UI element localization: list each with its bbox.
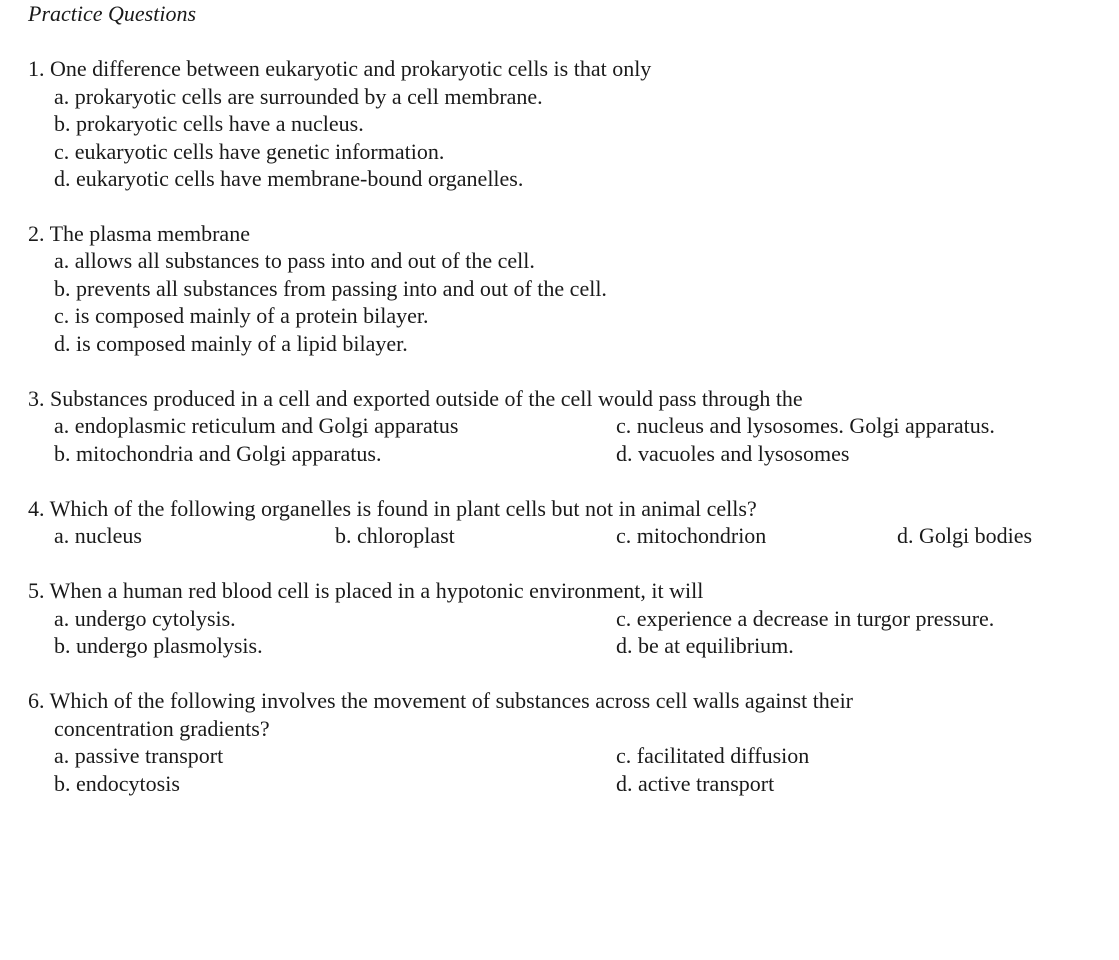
answer-choice-c: c. nucleus and lysosomes. Golgi apparatus.: [616, 413, 995, 438]
answer-choice-c: c. eukaryotic cells have genetic information.: [54, 139, 445, 164]
answer-choice-a: a. undergo cytolysis.: [54, 606, 236, 631]
answer-choice-c: c. mitochondrion: [616, 523, 767, 548]
answer-choice-a: a. endoplasmic reticulum and Golgi apparatus: [54, 413, 459, 438]
answer-choice-b: b. mitochondria and Golgi apparatus.: [54, 441, 382, 466]
answer-choice-a: a. prokaryotic cells are surrounded by a cell membrane.: [54, 84, 543, 109]
answer-choice-a: a. allows all substances to pass into and out of the cell.: [54, 248, 535, 273]
answer-choice-d: d. be at equilibrium.: [616, 633, 794, 658]
question-stem: 5. When a human red blood cell is placed in a hypotonic environment, it will: [28, 578, 704, 603]
answer-choice-b: b. undergo plasmolysis.: [54, 633, 263, 658]
question-stem: 1. One difference between eukaryotic and prokaryotic cells is that only: [28, 56, 652, 81]
answer-choice-d: d. active transport: [616, 771, 775, 796]
question-stem-continuation: concentration gradients?: [54, 716, 270, 741]
answer-choice-b: b. endocytosis: [54, 771, 180, 796]
answer-choice-c: c. facilitated diffusion: [616, 743, 810, 768]
answer-choice-c: c. experience a decrease in turgor pressure.: [616, 606, 995, 631]
answer-choice-b: b. prokaryotic cells have a nucleus.: [54, 111, 364, 136]
answer-choice-a: a. passive transport: [54, 743, 224, 768]
answer-choice-c: c. is composed mainly of a protein bilayer.: [54, 303, 429, 328]
answer-choice-a: a. nucleus: [54, 523, 142, 548]
question-stem: 4. Which of the following organelles is found in plant cells but not in animal cells?: [28, 496, 757, 521]
question-stem: 6. Which of the following involves the movement of substances across cell walls against their: [28, 688, 854, 713]
answer-choice-d: d. vacuoles and lysosomes: [616, 441, 850, 466]
answer-choice-d: d. is composed mainly of a lipid bilayer.: [54, 331, 408, 356]
question-stem: 2. The plasma membrane: [28, 221, 250, 246]
question-stem: 3. Substances produced in a cell and exported outside of the cell would pass through the: [28, 386, 803, 411]
answer-choice-d: d. eukaryotic cells have membrane-bound organelles.: [54, 166, 524, 191]
answer-choice-b: b. chloroplast: [335, 523, 455, 548]
answer-choice-d: d. Golgi bodies: [897, 523, 1033, 548]
page-title: Practice Questions: [28, 1, 197, 26]
answer-choice-b: b. prevents all substances from passing into and out of the cell.: [54, 276, 607, 301]
